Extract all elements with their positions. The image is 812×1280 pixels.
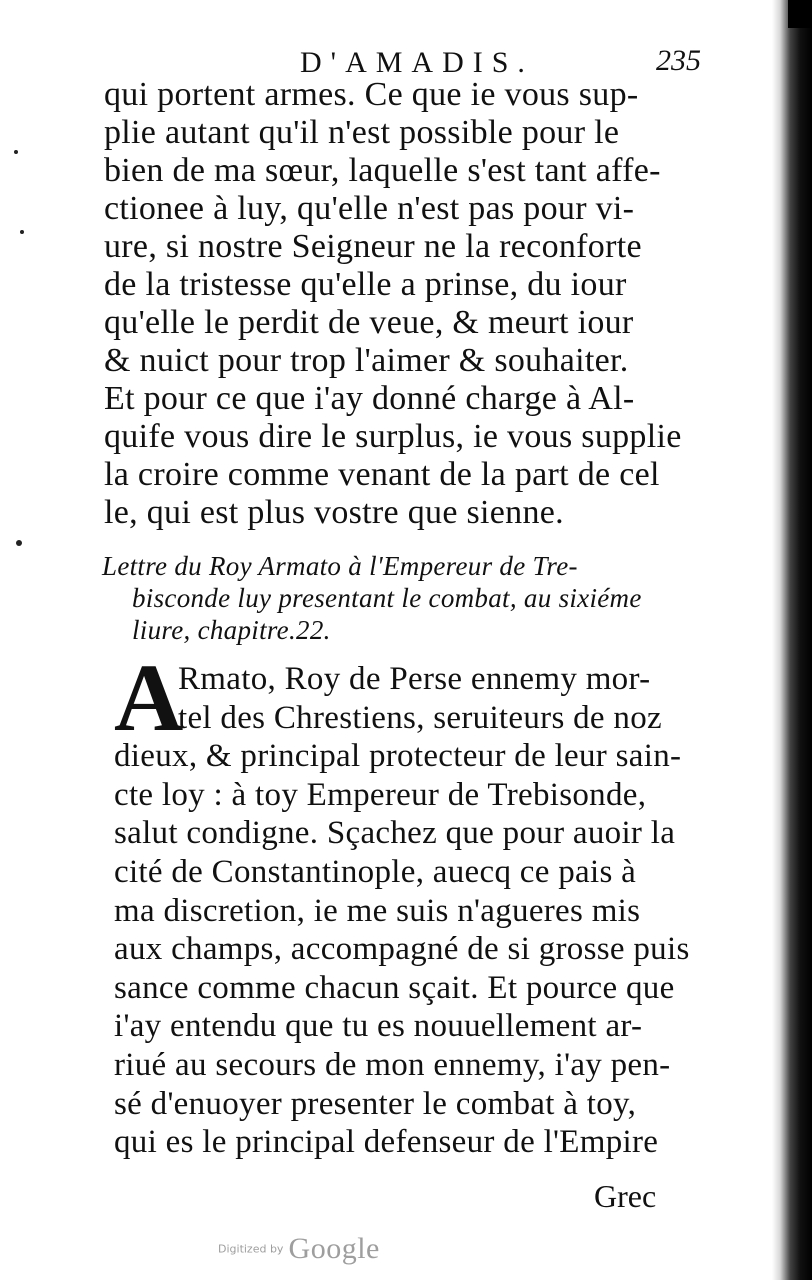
google-logo: Google [288,1232,380,1265]
page-edge-shadow [772,0,812,1280]
text-line: aux champs, accompagné de si grosse puis [114,931,690,968]
text-line: Rmato, Roy de Perse ennemy mor- [178,661,651,697]
text-line: Et pour ce que i'ay donné charge à Al- [104,380,635,417]
text-line: qu'elle le perdit de veue, & meurt iour [104,304,634,341]
watermark-prefix: Digitized by [218,1242,284,1256]
text-line: le, qui est plus vostre que sienne. [104,494,564,531]
heading-line: Lettre du Roy Armato à l'Empereur de Tre- [102,551,578,581]
text-line: qui es le principal defenseur de l'Empire [114,1124,659,1161]
text-line: tel des Chrestiens, seruiteurs de noz [178,699,662,736]
heading-line: liure, chapitre.22. [132,615,331,645]
text-line: sance comme chacun sçait. Et pource que [114,969,675,1006]
text-line: bien de ma sœur, laquelle s'est tant affe- [104,152,661,189]
text-line: riué au secours de mon ennemy, i'ay pen- [114,1046,671,1083]
text-line: salut condigne. Sçachez que pour auoir la [114,815,676,852]
page-number: 235 [656,44,701,77]
text-line: ma discretion, ie me suis n'agueres mis [114,892,641,929]
page-corner-shadow [788,0,812,28]
text-line: i'ay entendu que tu es nouuellement ar- [114,1008,643,1045]
text-line: cte loy : à toy Empereur de Trebisonde, [114,776,647,813]
text-line: cité de Constantinople, auecq ce pais à [114,853,637,890]
letter-text [114,644,714,1162]
drop-cap: A [114,644,184,751]
running-head-title: D'AMADIS. [300,46,534,79]
body-text [104,76,708,532]
letter-heading [102,550,702,646]
scan-specks [10,40,40,1240]
text-line: qui portent armes. Ce que ie vous sup- [104,76,639,113]
text-line: sé d'enuoyer presenter le combat à toy, [114,1085,637,1122]
text-line: quife vous dire le surplus, ie vous supplie [104,418,682,455]
text-line: plie autant qu'il n'est possible pour le [104,114,620,151]
text-line: & nuict pour trop l'aimer & souhaiter. [104,342,629,379]
text-line: dieux, & principal protecteur de leur sain- [114,738,682,775]
catchword: Grec [594,1178,657,1214]
text-line: la croire comme venant de la part de cel [104,456,660,493]
digitization-watermark [218,1232,380,1266]
text-line: ure, si nostre Seigneur ne la reconforte [104,228,642,265]
heading-line: bisconde luy presentant le combat, au sixiéme [132,583,642,613]
text-line: ctionee à luy, qu'elle n'est pas pour vi- [104,190,635,227]
text-line: de la tristesse qu'elle a prinse, du iour [104,266,627,303]
